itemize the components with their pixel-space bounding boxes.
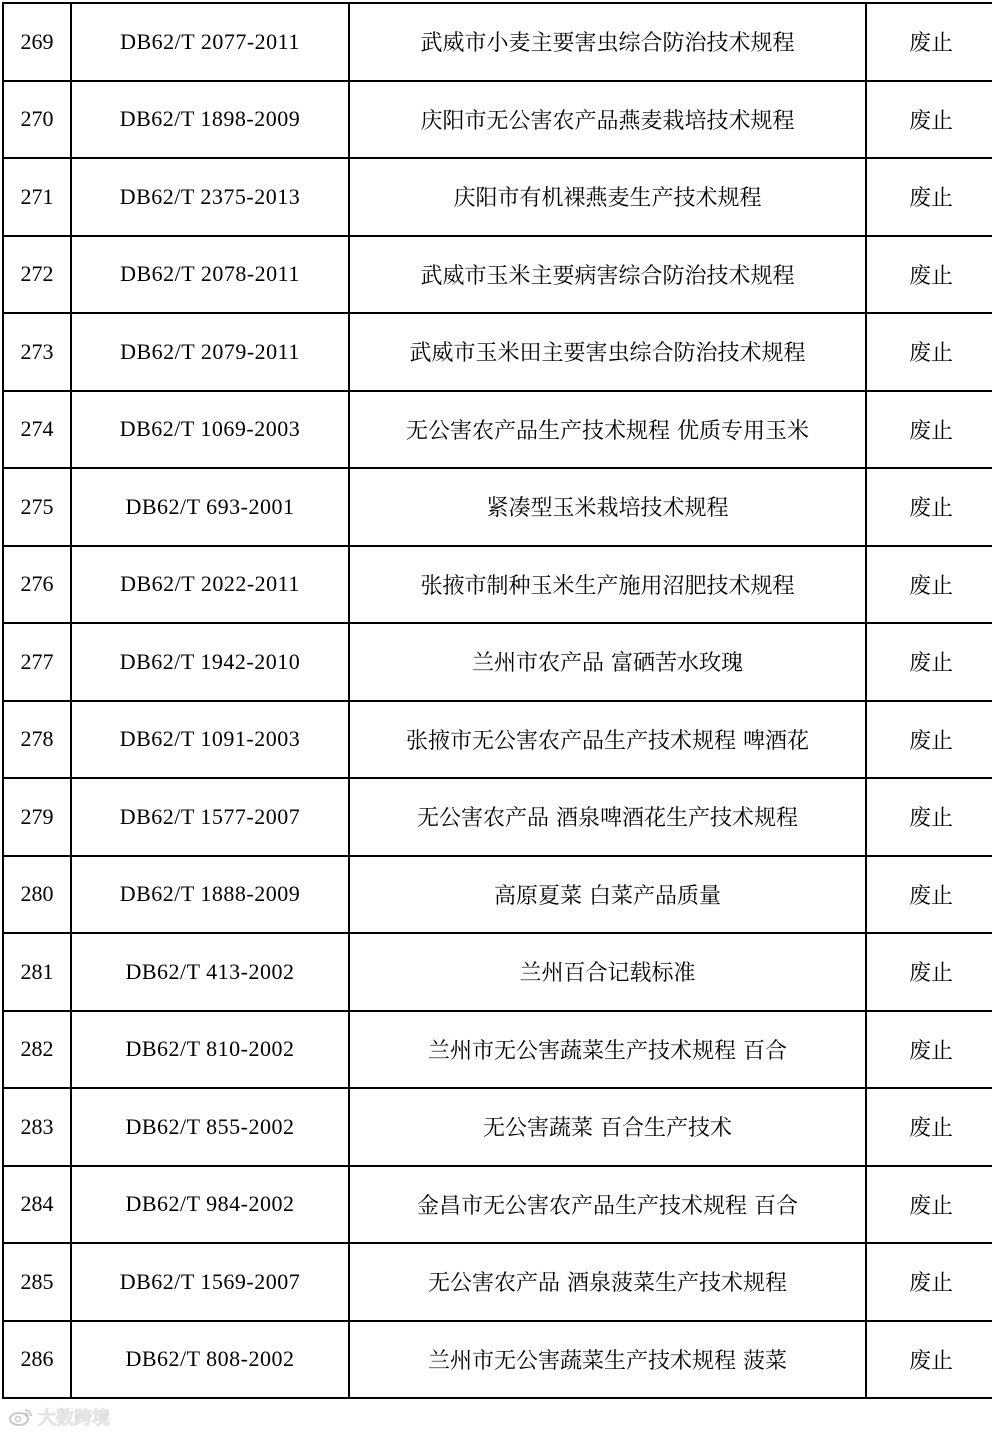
standards-table-body <box>3 3 992 1398</box>
standard-code-cell: DB62/T 2078-2011 <box>71 236 349 314</box>
standards-table <box>2 2 992 1399</box>
standard-code-cell: DB62/T 693-2001 <box>71 468 349 546</box>
status-cell: 废止 <box>866 1166 992 1244</box>
standard-code-cell: DB62/T 1569-2007 <box>71 1243 349 1321</box>
standard-title-cell: 无公害农产品 酒泉啤酒花生产技术规程 <box>349 778 866 856</box>
table-row <box>3 933 992 1011</box>
standard-title-cell: 无公害蔬菜 百合生产技术 <box>349 1088 866 1166</box>
standard-title-cell: 兰州百合记载标准 <box>349 933 866 1011</box>
standard-title-cell: 兰州市无公害蔬菜生产技术规程 菠菜 <box>349 1321 866 1399</box>
row-number-cell: 270 <box>3 81 71 159</box>
row-number-cell: 282 <box>3 1011 71 1089</box>
standard-code-cell: DB62/T 2375-2013 <box>71 158 349 236</box>
standard-title-cell: 庆阳市无公害农产品燕麦栽培技术规程 <box>349 81 866 159</box>
standard-title-cell: 无公害农产品生产技术规程 优质专用玉米 <box>349 391 866 469</box>
row-number-cell: 275 <box>3 468 71 546</box>
row-number-cell: 272 <box>3 236 71 314</box>
status-cell: 废止 <box>866 778 992 856</box>
table-row <box>3 701 992 779</box>
standard-code-cell: DB62/T 1091-2003 <box>71 701 349 779</box>
row-number-cell: 277 <box>3 623 71 701</box>
table-row <box>3 81 992 159</box>
table-row <box>3 313 992 391</box>
standard-code-cell: DB62/T 1069-2003 <box>71 391 349 469</box>
table-row <box>3 3 992 81</box>
status-cell: 废止 <box>866 546 992 624</box>
status-cell: 废止 <box>866 391 992 469</box>
table-row <box>3 1088 992 1166</box>
standard-code-cell: DB62/T 855-2002 <box>71 1088 349 1166</box>
row-number-cell: 269 <box>3 3 71 81</box>
row-number-cell: 274 <box>3 391 71 469</box>
standard-code-cell: DB62/T 1942-2010 <box>71 623 349 701</box>
standard-code-cell: DB62/T 413-2002 <box>71 933 349 1011</box>
row-number-cell: 280 <box>3 856 71 934</box>
weibo-logo-icon <box>8 1407 34 1427</box>
table-row <box>3 856 992 934</box>
table-row <box>3 158 992 236</box>
row-number-cell: 281 <box>3 933 71 1011</box>
status-cell: 废止 <box>866 81 992 159</box>
table-row <box>3 623 992 701</box>
status-cell: 废止 <box>866 158 992 236</box>
table-row <box>3 1321 992 1399</box>
row-number-cell: 279 <box>3 778 71 856</box>
status-cell: 废止 <box>866 468 992 546</box>
table-row <box>3 778 992 856</box>
standard-title-cell: 高原夏菜 白菜产品质量 <box>349 856 866 934</box>
standard-title-cell: 张掖市无公害农产品生产技术规程 啤酒花 <box>349 701 866 779</box>
standard-code-cell: DB62/T 1888-2009 <box>71 856 349 934</box>
watermark <box>8 1404 110 1430</box>
row-number-cell: 278 <box>3 701 71 779</box>
status-cell: 废止 <box>866 1321 992 1399</box>
standard-code-cell: DB62/T 984-2002 <box>71 1166 349 1244</box>
standard-title-cell: 庆阳市有机裸燕麦生产技术规程 <box>349 158 866 236</box>
table-row <box>3 1166 992 1244</box>
status-cell: 废止 <box>866 623 992 701</box>
table-row <box>3 1011 992 1089</box>
standard-title-cell: 兰州市无公害蔬菜生产技术规程 百合 <box>349 1011 866 1089</box>
status-cell: 废止 <box>866 313 992 391</box>
table-row <box>3 391 992 469</box>
standard-title-cell: 紧凑型玉米栽培技术规程 <box>349 468 866 546</box>
standard-code-cell: DB62/T 2022-2011 <box>71 546 349 624</box>
row-number-cell: 285 <box>3 1243 71 1321</box>
status-cell: 废止 <box>866 701 992 779</box>
watermark-text: 大数跨境 <box>38 1408 110 1429</box>
row-number-cell: 273 <box>3 313 71 391</box>
table-row <box>3 468 992 546</box>
table-row <box>3 1243 992 1321</box>
standard-code-cell: DB62/T 808-2002 <box>71 1321 349 1399</box>
standard-code-cell: DB62/T 2079-2011 <box>71 313 349 391</box>
standard-title-cell: 武威市玉米田主要害虫综合防治技术规程 <box>349 313 866 391</box>
row-number-cell: 283 <box>3 1088 71 1166</box>
standard-title-cell: 兰州市农产品 富硒苦水玫瑰 <box>349 623 866 701</box>
standard-title-cell: 金昌市无公害农产品生产技术规程 百合 <box>349 1166 866 1244</box>
row-number-cell: 276 <box>3 546 71 624</box>
status-cell: 废止 <box>866 1088 992 1166</box>
standard-title-cell: 无公害农产品 酒泉菠菜生产技术规程 <box>349 1243 866 1321</box>
table-row <box>3 546 992 624</box>
standard-code-cell: DB62/T 1577-2007 <box>71 778 349 856</box>
standard-code-cell: DB62/T 2077-2011 <box>71 3 349 81</box>
row-number-cell: 271 <box>3 158 71 236</box>
standard-code-cell: DB62/T 1898-2009 <box>71 81 349 159</box>
status-cell: 废止 <box>866 236 992 314</box>
status-cell: 废止 <box>866 3 992 81</box>
status-cell: 废止 <box>866 1243 992 1321</box>
row-number-cell: 286 <box>3 1321 71 1399</box>
standard-code-cell: DB62/T 810-2002 <box>71 1011 349 1089</box>
status-cell: 废止 <box>866 1011 992 1089</box>
table-row <box>3 236 992 314</box>
row-number-cell: 284 <box>3 1166 71 1244</box>
standard-title-cell: 武威市玉米主要病害综合防治技术规程 <box>349 236 866 314</box>
status-cell: 废止 <box>866 856 992 934</box>
status-cell: 废止 <box>866 933 992 1011</box>
standard-title-cell: 张掖市制种玉米生产施用沼肥技术规程 <box>349 546 866 624</box>
standard-title-cell: 武威市小麦主要害虫综合防治技术规程 <box>349 3 866 81</box>
